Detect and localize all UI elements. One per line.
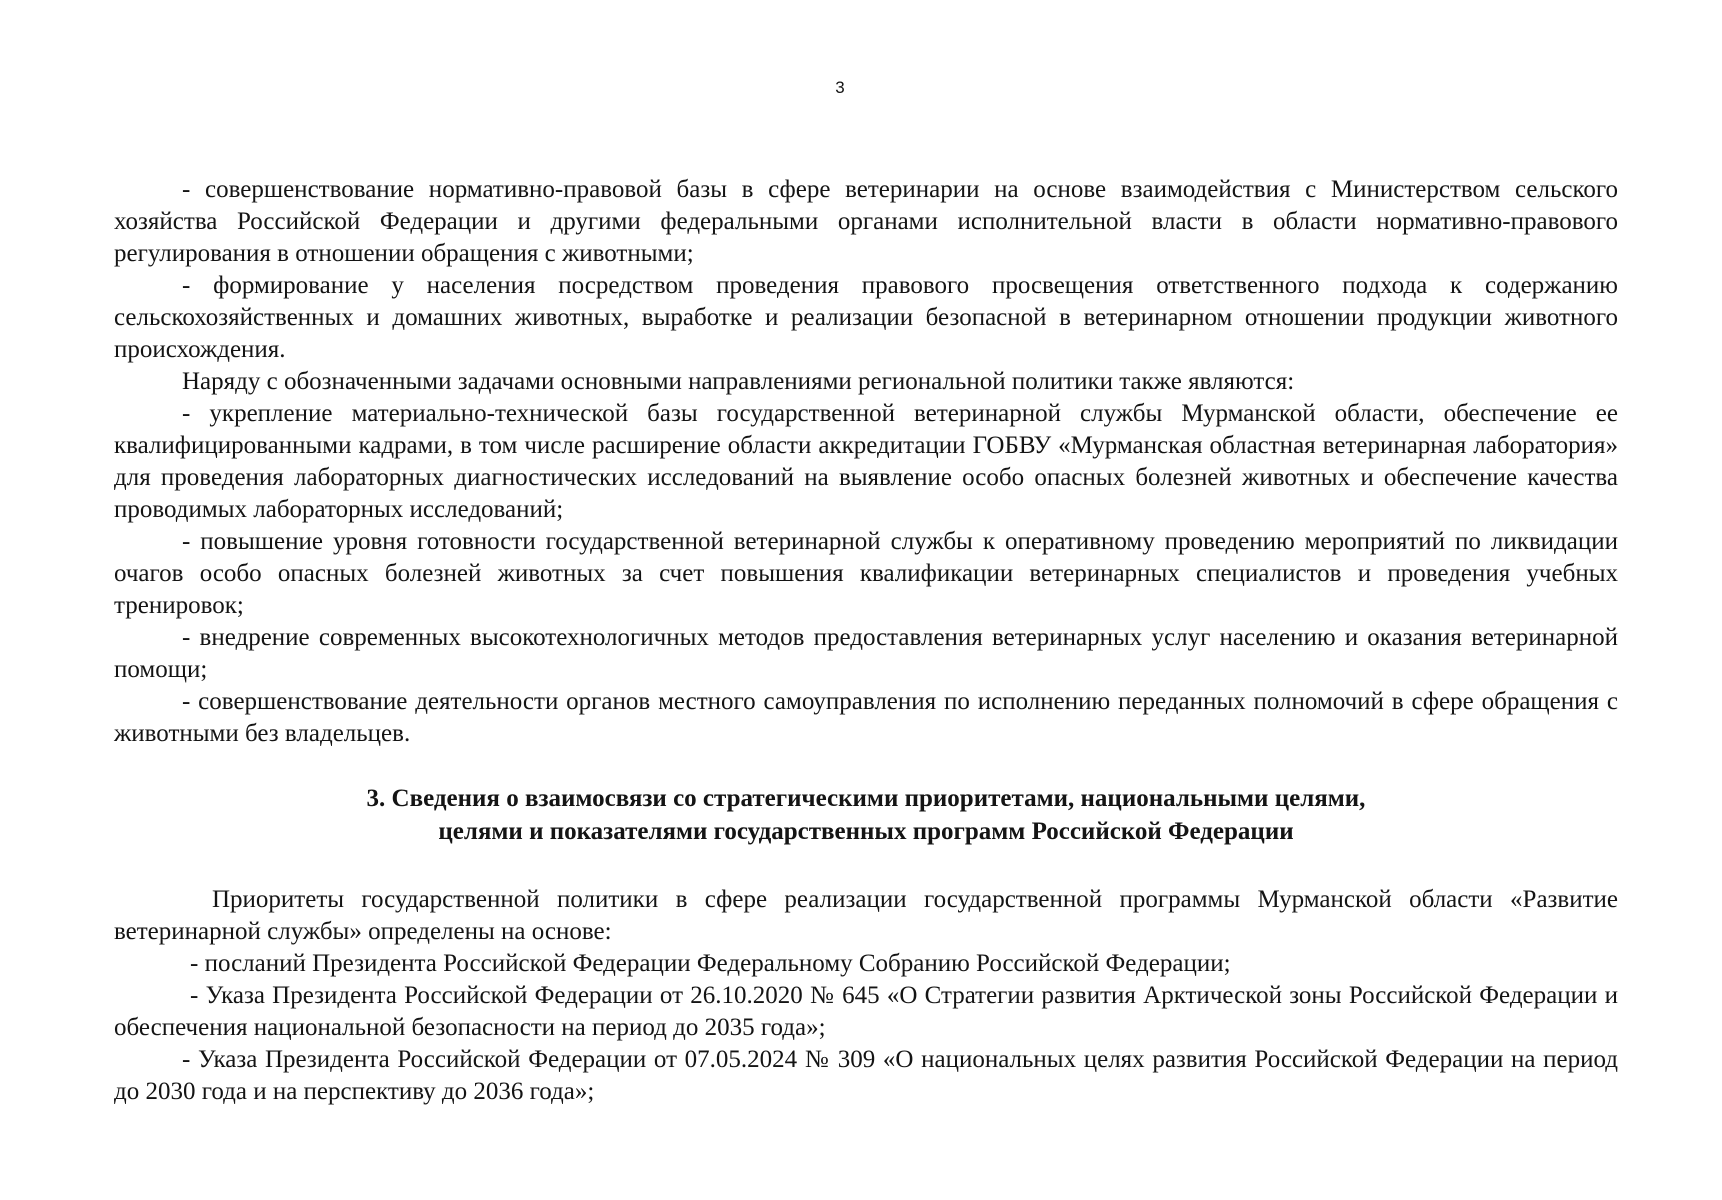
paragraph-public-awareness: - формирование у населения посредством проведения правового просвещения ответственного подхода к содержанию сельскохозяйственных и домашних животных, выработке и реализации безопасной в ветеринарном отношении продукции животного происхождения. — [114, 272, 1618, 363]
paragraph-policy-directions-intro: Наряду с обозначенными задачами основными направлениями региональной политики также являются: — [182, 368, 1295, 395]
paragraph-decree-645: - Указа Президента Российской Федерации от 26.10.2020 № 645 «О Стратегии развития Арктической зоны Российской Федерации и обеспечения национальной безопасности на период до 2035 года»; — [114, 982, 1618, 1041]
paragraph-decree-309: - Указа Президента Российской Федерации от 07.05.2024 № 309 «О национальных целях развития Российской Федерации на период до 2030 года и на перспективу до 2036 года»; — [114, 1046, 1618, 1105]
section-heading-line-2: целями и показателями государственных программ Российской Федерации — [438, 818, 1294, 845]
paragraph-material-technical-base: - укрепление материально-технической базы государственной ветеринарной службы Мурманской области, обеспечение ее квалифицированными кадрами, в том числе расширение области аккредитации ГОБВУ «Мурманская областная ветеринарная лаборатория» для проведения лабораторных диагностических исследований на выявление особо опасных болезней животных и обеспечение качества проводимых лабораторных исследований; — [114, 400, 1618, 523]
page-number: 3 — [835, 78, 845, 97]
paragraph-presidential-messages: - посланий Президента Российской Федерации Федеральному Собранию Российской Федерации; — [190, 950, 1231, 977]
paragraph-local-government: - совершенствование деятельности органов местного самоуправления по исполнению переданных полномочий в сфере обращения с животными без владельцев. — [114, 688, 1618, 747]
document-body — [114, 174, 1618, 1108]
paragraph-regulatory-base: - совершенствование нормативно-правовой базы в сфере ветеринарии на основе взаимодействия с Министерством сельского хозяйства Российской Федерации и другими федеральными органами исполнительной власти в области нормативно-правового регулирования в отношении обращения с животными; — [114, 176, 1618, 267]
paragraph-readiness-level: - повышение уровня готовности государственной ветеринарной службы к оперативному проведению мероприятий по ликвидации очагов особо опасных болезней животных за счет повышения квалификации ветеринарных специалистов и проведения учебных тренировок; — [114, 528, 1618, 619]
paragraph-modern-methods: - внедрение современных высокотехнологичных методов предоставления ветеринарных услуг населению и оказания ветеринарной помощи; — [114, 624, 1618, 683]
section-heading — [114, 782, 1618, 848]
paragraph-priorities-basis: Приоритеты государственной политики в сфере реализации государственной программы Мурманской области «Развитие ветеринарной службы» определены на основе: — [114, 886, 1618, 945]
section-heading-line-1: 3. Сведения о взаимосвязи со стратегическими приоритетами, национальными целями, — [366, 785, 1366, 812]
